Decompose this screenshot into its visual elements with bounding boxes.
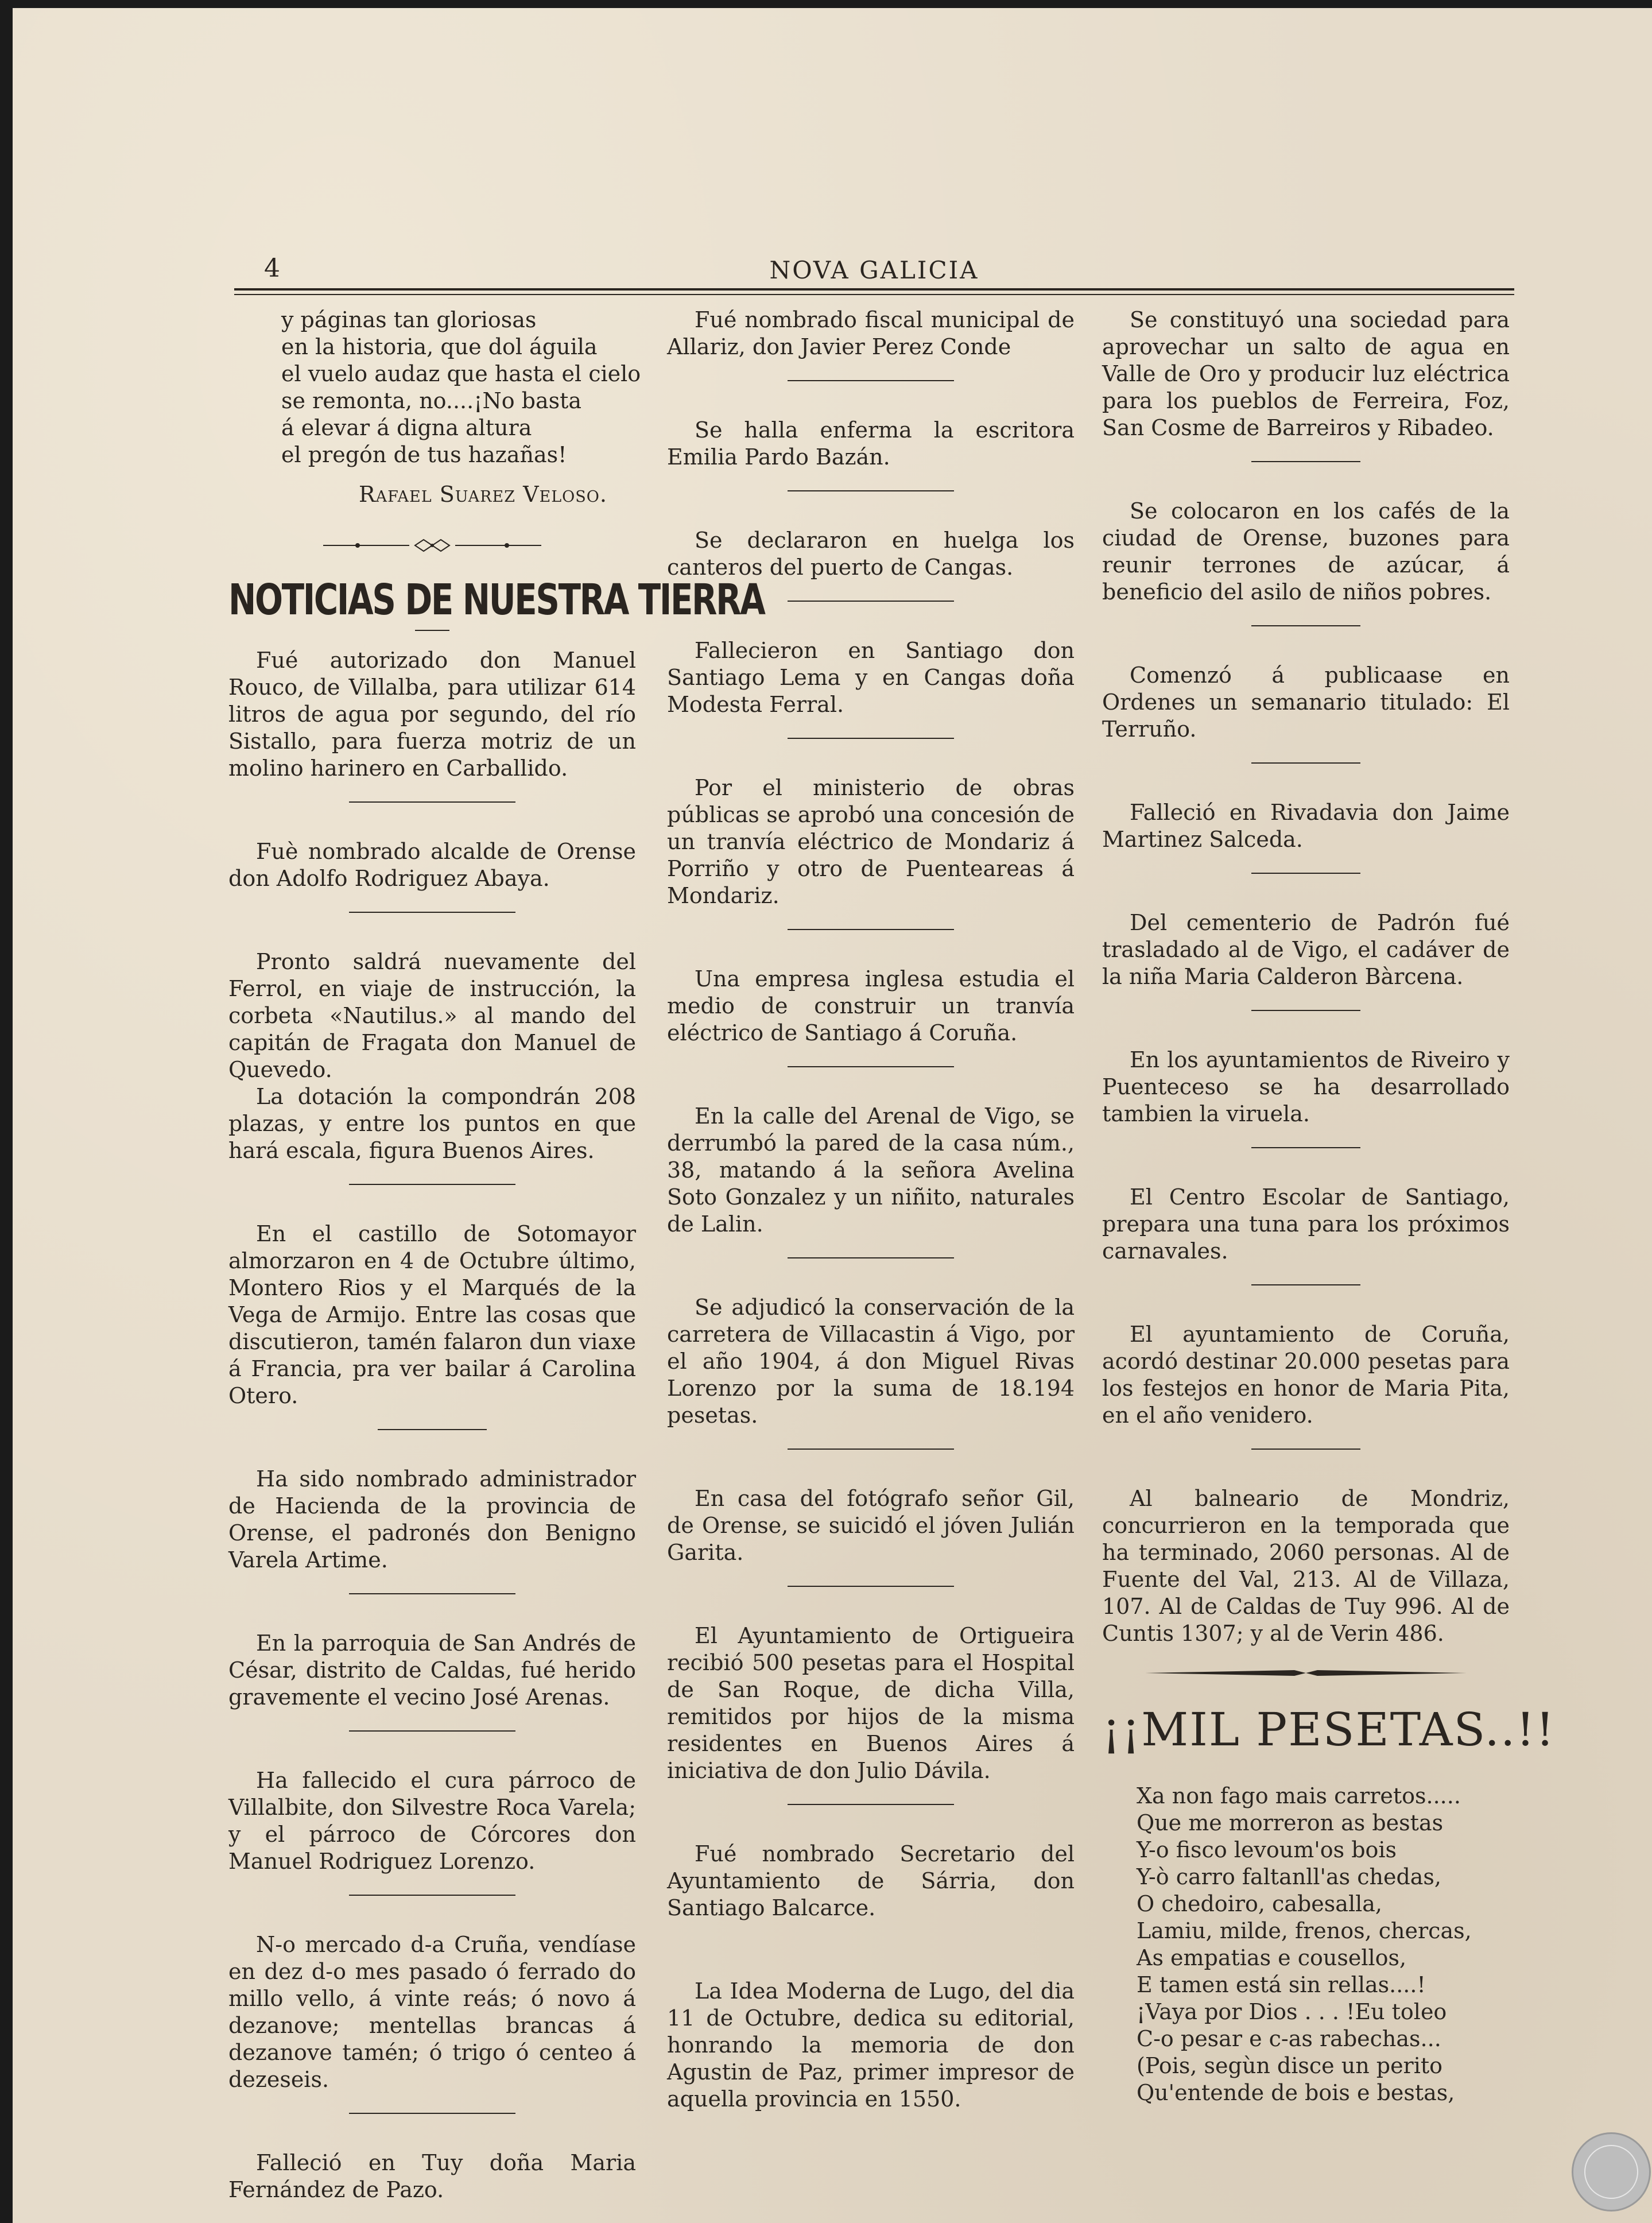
poem-line: (Pois, segùn disce un perito [1137, 2053, 1443, 2078]
header-rule-thin [234, 294, 1514, 295]
separator [788, 738, 954, 739]
poem-line: en la historia, que dol águila [281, 334, 598, 359]
separator [349, 1895, 515, 1896]
separator [349, 1593, 515, 1594]
news-item: Del cementerio de Padrón fué trasladado al de Vigo, el cadáver de la niña Maria Calderon Bàrcena. [1102, 910, 1510, 989]
newspaper-page [13, 8, 1652, 2223]
separator [349, 912, 515, 913]
library-seal [1572, 2132, 1651, 2212]
poem-line: se remonta, no....¡No basta [281, 388, 582, 413]
news-item: Se adjudicó la conservación de la carretera de Villacastin á Vigo, por el año 1904, á don Miguel Rivas Lorenzo por la suma de 18.194 pesetas. [667, 1295, 1075, 1428]
poem-line: á elevar á digna altura [281, 415, 532, 440]
ornament-divider [1102, 1667, 1510, 1679]
news-item: Falleció en Rivadavia don Jaime Martinez Salceda. [1102, 800, 1510, 852]
newspaper-title: NOVA GALICIA [769, 256, 979, 284]
news-item: Falleció en Tuy doña Maria Fernández de Pazo. [228, 2150, 636, 2202]
news-item: En los ayuntamientos de Riveiro y Puenteceso se ha desarrollado tambien la viruela. [1102, 1047, 1510, 1126]
poem-line: el pregón de tus hazañas! [281, 442, 567, 467]
news-item: El ayuntamiento de Coruña, acordó destinar 20.000 pesetas para los festejos en honor de Maria Pita, en el año venidero. [1102, 1322, 1510, 1428]
separator [816, 1941, 925, 1942]
news-item: La Idea Moderna de Lugo, del dia 11 de Octubre, dedica su editorial, honrando la memoria de don Agustin de Paz, primer impresor de aquella provincia en 1550. [667, 1978, 1075, 2112]
column-1 [228, 307, 765, 2223]
poem-line: el vuelo audaz que hasta el cielo [281, 361, 641, 386]
poem-line: Qu'entende de bois e bestas, [1137, 2080, 1455, 2105]
separator [349, 2113, 515, 2114]
section-title: NOTICIAS DE NUESTRA TIERRA [228, 575, 765, 625]
news-item: Fué nombrado fiscal municipal de Allariz, don Javier Perez Conde [667, 307, 1075, 359]
news-item: Fué autorizado don Manuel Rouco, de Villalba, para utilizar 614 litros de agua por segundo, del río Sistallo, para fuerza motriz de un molino harinero en Carballido. [228, 648, 636, 781]
separator [788, 1449, 954, 1450]
separator [788, 490, 954, 491]
news-item: Se halla enferma la escritora Emilia Pardo Bazán. [667, 417, 1075, 470]
poem-title: ¡¡MIL PESETAS..!! [1102, 1703, 1556, 1756]
separator [1251, 625, 1360, 626]
news-item: Ha sido nombrado administrador de Hacienda de la provincia de Orense, el padronés don Benigno Varela Artime. [228, 1466, 636, 1573]
poem-line: y páginas tan gloriosas [281, 307, 537, 332]
poem [1102, 1783, 1510, 2106]
news-item: Al balneario de Mondriz, concurrieron en la temporada que ha terminado, 2060 personas. Al de Fuente del Val, 213. Al de Villaza, 107. Al de Caldas de Tuy 996. Al de Cuntis 1307; y al de Verin 486. [1102, 1486, 1510, 1646]
news-item: En la parroquia de San Andrés de César, distrito de Caldas, fué herido gravemente el vecino José Arenas. [228, 1631, 636, 1710]
news-item: Pronto saldrá nuevamente del Ferrol, en viaje de instrucción, la corbeta «Nautilus.» al mando del capitán de Fragata don Manuel de Quevedo. [228, 949, 636, 1082]
separator [788, 380, 954, 381]
separator [349, 801, 515, 803]
poem-line: Lamiu, milde, frenos, chercas, [1137, 1918, 1472, 1943]
separator [1251, 1449, 1360, 1450]
news-item: El Centro Escolar de Santiago, prepara una tuna para los próximos carnavales. [1102, 1184, 1510, 1264]
news-item: En el castillo de Sotomayor almorzaron en 4 de Octubre último, Montero Rios y el Marqués de la Vega de Armijo. Entre las cosas que discutieron, tamén falaron dun viaxe á Francia, pra ver bailar á Carolina Otero. [228, 1221, 636, 1408]
page-header [234, 254, 1514, 286]
separator [1251, 873, 1360, 874]
separator [1251, 1010, 1360, 1011]
separator [788, 1586, 954, 1587]
news-item: Se declararon en huelga los canteros del puerto de Cangas. [667, 528, 1075, 580]
separator [1251, 1284, 1360, 1285]
poem-line: ¡Vaya por Dios . . . !Eu toleo [1137, 1999, 1447, 2024]
news-item: Se colocaron en los cafés de la ciudad de Orense, buzones para reunir terrones de azúcar, á beneficio del asilo de niños pobres. [1102, 498, 1510, 605]
ornament-divider [228, 537, 636, 554]
separator [1251, 1147, 1360, 1148]
poem-line: Xa non fago mais carretos..... [1137, 1783, 1461, 1808]
news-item: Se constituyó una sociedad para aprovechar un salto de agua en Valle de Oro y producir luz eléctrica para los pueblos de Ferreira, Foz, San Cosme de Barreiros y Ribadeo. [1102, 307, 1510, 440]
news-item: Fué nombrado Secretario del Ayuntamiento de Sárria, don Santiago Balcarce. [667, 1841, 1075, 1920]
poem-line: Y-ò carro faltanll'as chedas, [1137, 1864, 1441, 1889]
separator [349, 1730, 515, 1732]
news-item: Fallecieron en Santiago don Santiago Lema y en Cangas doña Modesta Ferral. [667, 638, 1075, 717]
header-rule [234, 288, 1514, 291]
separator [378, 1429, 487, 1430]
news-item: En casa del fotógrafo señor Gil, de Orense, se suicidó el jóven Julián Garita. [667, 1486, 1075, 1565]
title-dash [415, 630, 449, 631]
poem-line: As empatias e cousellos, [1137, 1945, 1407, 1970]
separator [788, 1257, 954, 1258]
poem-excerpt [228, 307, 641, 468]
news-item: Una empresa inglesa estudia el medio de construir un tranvía eléctrico de Santiago á Coruña. [667, 966, 1075, 1045]
column-3 [1102, 307, 1556, 2106]
separator [349, 1184, 515, 1185]
news-item: En la calle del Arenal de Vigo, se derrumbó la pared de la casa núm., 38, matando á la señora Avelina Soto Gonzalez y un niñito, naturales de Lalin. [667, 1103, 1075, 1237]
separator [788, 1804, 954, 1805]
ornament-icon [323, 537, 541, 554]
poem-signature: Rafael Suarez Veloso. [359, 482, 607, 507]
separator [1251, 762, 1360, 764]
news-item: La dotación la compondrán 208 plazas, y entre los puntos en que hará escala, figura Buenos Aires. [228, 1084, 636, 1163]
news-item: N-o mercado d-a Cruña, vendíase en dez d-o mes pasado ó ferrado do millo vello, á vinte reás; ó novo á dezanove; mentellas brancas á dezanove tamén; ó trigo ó centeo á dezeseis. [228, 1932, 636, 2092]
poem-line: Que me morreron as bestas [1137, 1810, 1444, 1835]
news-item: Por el ministerio de obras públicas se aprobó una concesión de un tranvía eléctrico de Mondariz á Porriño y otro de Puenteareas á Mondariz. [667, 775, 1075, 908]
separator [788, 929, 954, 930]
separator [788, 601, 954, 602]
news-item: Comenzó á publicaase en Ordenes un semanario titulado: El Terruño. [1102, 663, 1510, 742]
poem-line: Y-o fisco levoum'os bois [1137, 1837, 1397, 1862]
news-item: El Ayuntamiento de Ortigueira recibió 500 pesetas para el Hospital de San Roque, de dicha Villa, remitidos por hijos de la misma residentes en Buenos Aires á iniciativa de don Julio Dávila. [667, 1623, 1075, 1783]
ornament-rule-icon [1145, 1667, 1467, 1679]
seal-icon [1584, 2145, 1638, 2199]
page-number: 4 [264, 254, 280, 283]
column-2 [667, 307, 1075, 2132]
separator [1251, 461, 1360, 462]
poem-line: O chedoiro, cabesalla, [1137, 1891, 1382, 1916]
poem-line: C-o pesar e c-as rabechas... [1137, 2026, 1441, 2051]
separator [788, 1066, 954, 1067]
news-item: Fuè nombrado alcalde de Orense don Adolfo Rodriguez Abaya. [228, 839, 636, 891]
poem-line: E tamen está sin rellas....! [1137, 1972, 1426, 1997]
news-item: Ha fallecido el cura párroco de Villalbite, don Silvestre Roca Varela; y el párroco de Córcores don Manuel Rodriguez Lorenzo. [228, 1768, 636, 1874]
